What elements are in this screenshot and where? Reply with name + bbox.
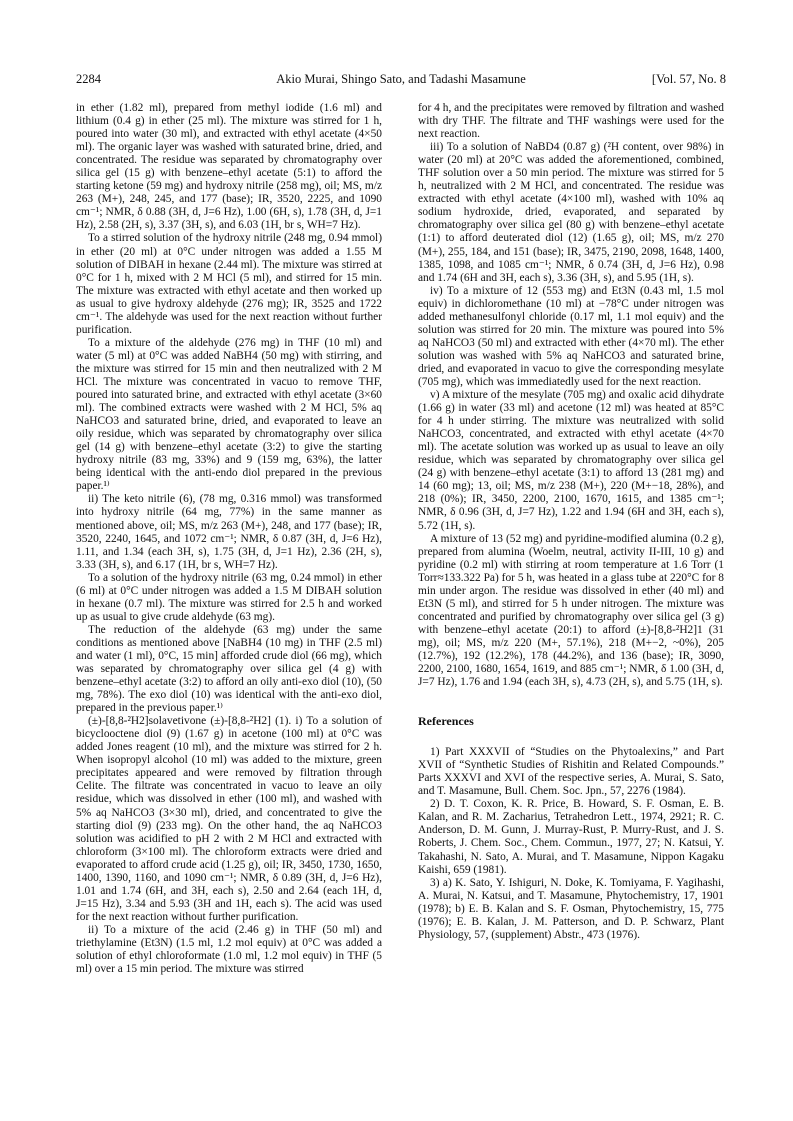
left-column (76, 102, 382, 976)
running-authors: Akio Murai, Shingo Sato, and Tadashi Masamune (276, 72, 526, 86)
paragraph: in ether (1.82 ml), prepared from methyl iodide (1.6 ml) and lithium (0.4 g) in ether (25 ml). The mixture was stirred for 1 h, poured into water (30 ml), and extracted with ethyl acetate (4×50 ml). The organic layer was washed with saturated brine, dried, and concentrated. The residue was separated by chromatography over silica gel (15 g) with benzene–ethyl acetate (5:1) to afford the starting ketone (59 mg) and hydroxy nitrile (258 mg), oil; MS, m/z 263 (M+), 248, 245, and 177 (base); IR, 3520, 2225, and 1090 cm⁻¹; NMR, δ 0.88 (3H, d, J=6 Hz), 1.00 (6H, s), 1.78 (3H, d, J=1 Hz), 2.58 (2H, s), 3.37 (3H, s), and 6.03 (1H, br s, WH=7 Hz). (76, 102, 382, 232)
paragraph: iv) To a mixture of 12 (553 mg) and Et3N (0.43 ml, 1.5 mol equiv) in dichloromethane (10 ml) at −78°C under nitrogen was added methanesulfonyl chloride (0.17 ml, 1.1 mol equiv) and the solution was stirred for 20 min. The mixture was poured into 5% aq NaHCO3 (50 ml) and extracted with ether (4×70 ml). The ether solution was washed with 5% aq NaHCO3 and saturated brine, dried, and evaporated in vacuo to give the corresponding mesylate (705 mg), which was immediatedly used for the next reaction. (418, 284, 724, 388)
reference-item: 2) D. T. Coxon, K. R. Price, B. Howard, S. F. Osman, E. B. Kalan, and R. M. Zacharius, Tetrahedron Lett., 1974, 2921; R. C. Anderson, D. M. Gunn, J. Murray-Rust, P. Murry-Rust, and J. S. Roberts, J. Chem. Soc., Chem. Commun., 1977, 27; N. Katsui, Y. Takahashi, N. Sato, A. Murai, and T. Masamune, Nippon Kagaku Kaishi, 659 (1981). (418, 798, 724, 876)
paragraph: To a solution of the hydroxy nitrile (63 mg, 0.24 mmol) in ether (6 ml) at 0°C under nitrogen was added a 1.5 M DIBAH solution in hexane (0.7 ml). The mixture was stirred for 2.5 h and worked up as usual to give crude aldehyde (63 mg). (76, 571, 382, 623)
paragraph: The reduction of the aldehyde (63 mg) under the same conditions as mentioned above [NaBH4 (10 mg) in THF (2.5 ml) and water (1 ml), 0°C, 15 min] afforded crude diol (66 mg), which was separated by chromatography over silica gel (4 g) with benzene–ethyl acetate (3:2) to afford an oily anti-exo diol (10), (50 mg, 78%). The exo diol (10) was identical with the anti-exo diol, prepared in the previous paper.¹⁾ (76, 623, 382, 715)
paragraph: ii) To a mixture of the acid (2.46 g) in THF (50 ml) and triethylamine (Et3N) (1.5 ml, 1.2 mol equiv) at 0°C was added a solution of ethyl chloroformate (1.0 ml, 1.2 mol equiv) in THF (5 ml) over a 15 min period. The mixture was stirred (76, 923, 382, 976)
paragraph: To a stirred solution of the hydroxy nitrile (248 mg, 0.94 mmol) in ether (20 ml) at 0°C under nitrogen was added a 1.55 M solution of DIBAH in hexane (2.44 ml). The mixture was stirred at 0°C for 1 h, mixed with 2 M HCl (5 ml), and stirred for 15 min. The mixture was extracted with ethyl acetate and then worked up as usual to give hydroxy aldehyde (276 mg); IR, 3525 and 1722 cm⁻¹. The aldehyde was used for the next reaction without further purification. (76, 232, 382, 336)
paragraph: for 4 h, and the precipitates were removed by filtration and washed with dry THF. The filtrate and THF washings were used for the next reaction. (418, 102, 724, 141)
reference-item: 3) a) K. Sato, Y. Ishiguri, N. Doke, K. Tomiyama, F. Yagihashi, A. Murai, N. Katsui, and T. Masamune, Phytochemistry, 17, 1901 (1978); b) E. B. Kalan and S. F. Osman, Phytochemistry, 15, 775 (1976); E. B. Kalan, J. M. Patterson, and D. P. Schwarz, Plant Physiology, 57, (supplement) Abstr., 473 (1976). (418, 876, 724, 941)
references-heading: References (418, 714, 474, 729)
paragraph: (±)-[8,8-²H2]solavetivone (±)-[8,8-²H2] (1). i) To a solution of bicyclooctene diol (9) (1.67 g) in acetone (100 ml) at 0°C was added Jones reagent (10 ml), and the mixture was stirred for 2 h. When isopropyl alcohol (10 ml) was added to the mixture, green precipitates appeared and were removed by filtration through Celite. The filtrate was concentrated in vacuo to leave an oily residue, which was dissolved in ether (100 ml), and washed with 5% aq NaHCO3 (3×30 ml), dried, and concentrated to give the starting diol (9) (233 mg). On the other hand, the aq NaHCO3 solution was acidified to pH 2 with 2 M HCl and extracted with chloroform (3×100 ml). The chloroform extracts were dried and evaporated to afford crude acid (1.25 g), oil; IR, 3450, 1730, 1650, 1400, 1390, 1160, and 1090 cm⁻¹; NMR, δ 0.89 (3H, d, J=6 Hz), 1.01 and 1.74 (6H, and 3H, each s), 2.50 and 2.64 (each 1H, d, J=15 Hz), 3.34 and 5.93 (3H and 1H, each s). The acid was used for the next reaction without further purification. (76, 715, 382, 923)
paragraph: ii) The keto nitrile (6), (78 mg, 0.316 mmol) was transformed into hydroxy nitrile (64 mg, 77%) in the same manner as mentioned above, oil; MS, m/z 263 (M+), 248, and 177 (base); IR, 3520, 2240, 1645, and 1072 cm⁻¹; NMR, δ 0.87 (3H, d, J=6 Hz), 1.11, and 1.34 (each 3H, s), 1.75 (3H, d, J=1 Hz), 2.36 (2H, s), 3.33 (3H, s), and 6.17 (1H, br s, WH=7 Hz). (76, 493, 382, 571)
running-header (76, 72, 726, 88)
page-number: 2284 (76, 72, 101, 86)
paragraph: To a mixture of the aldehyde (276 mg) in THF (10 ml) and water (5 ml) at 0°C was added NaBH4 (50 mg) with stirring, and the mixture was stirred for 15 min and then neutralized with 2 M HCl. The mixture was concentrated in vacuo to remove THF, poured into saturated brine, and extracted with ethyl acetate (3×60 ml). The combined extracts were washed with 2 M HCl, 5% aq NaHCO3 and saturated brine, dried, and evaporated to leave an oily residue, which was separated by chromatography over silica gel (14 g) with benzene–ethyl acetate (3:2) to give the starting hydroxy nitrile (83 mg, 33%) and 9 (159 mg, 63%), the latter being identical with the anti-endo diol prepared in the previous paper.¹⁾ (76, 336, 382, 493)
paragraph: v) A mixture of the mesylate (705 mg) and oxalic acid dihydrate (1.66 g) in water (33 ml) and acetone (12 ml) was heated at 85°C for 4 h under stirring. The mixture was neutralized with solid NaHCO3, concentrated, and extracted with ethyl acetate (4×70 ml). The acetate solution was worked up as usual to leave an oily residue, which was separated by chromatography over silica gel (24 g) with benzene–ethyl acetate (3:1) to afford 13 (281 mg) and 14 (60 mg); 13, oil; MS, m/z 238 (M+), 220 (M+−18, 28%), and 218 (0%); IR, 3450, 2200, 2100, 1670, 1615, and 1385 cm⁻¹; NMR, δ 0.96 (3H, d, J=7 Hz), 1.22 and 1.94 (6H and 3H, each s), 5.72 (1H, s). (418, 389, 724, 532)
reference-item: 1) Part XXXVII of “Studies on the Phytoalexins,” and Part XVII of “Synthetic Studies of Rishitin and Related Compounds.” Parts XXXVI and XVI of the respective series, A. Murai, S. Sato, and T. Masamune, Bull. Chem. Soc. Jpn., 57, 2276 (1984). (418, 746, 724, 798)
paragraph: iii) To a solution of NaBD4 (0.87 g) (²H content, over 98%) in water (20 ml) at 20°C was added the aforementioned, combined, THF solution over a 50 min period. The mixture was stirred for 5 h, neutralized with 2 M HCl, and concentrated. The residue was extracted with ethyl acetate (4×100 ml), washed with 10% aq sodium hydroxide, dried, evaporated, and separated by chromatography over silica gel (80 g) with benzene–ethyl acetate (1:1) to afford deuterated diol (12) (1.65 g), oil; MS, m/z 270 (M+), 255, 184, and 151 (base); IR, 3475, 2190, 2098, 1648, 1400, 1385, 1098, and 1085 cm⁻¹; NMR, δ 0.74 (3H, d, J=6 Hz), 0.98 and 1.74 (6H and 3H, each s), 3.36 (3H, s), and 5.95 (1H, s). (418, 141, 724, 284)
paragraph: A mixture of 13 (52 mg) and pyridine-modified alumina (0.2 g), prepared from alumina (Woelm, neutral, activity II-III, 10 g) and pyridine (0.2 ml) with stirring at room temperature at 1.6 Torr (1 Torr≈133.322 Pa) for 5 h, was heated in a glass tube at 220°C for 8 min under argon. The residue was dissolved in ether (40 ml) and Et3N (5 ml), and stirred for 5 h under nitrogen. The mixture was concentrated and purified by chromatography over silica gel (3 g) with benzene–ethyl acetate (20:1) to afford (±)-[8,8-²H2]1 (31 mg), oil; MS, m/z 220 (M+, 57.1%), 218 (M+−2, ~0%), 205 (12.7%), 192 (12.2%), 178 (44.2%), and 136 (base); IR, 3090, 2200, 2100, 1680, 1654, 1619, and 885 cm⁻¹; NMR, δ 1.00 (3H, d, J=7 Hz), 1.76 and 1.94 (each 3H, s), 4.73 (2H, s), and 5.75 (1H, s). (418, 532, 724, 689)
journal-volume: [Vol. 57, No. 8 (651, 72, 726, 86)
right-column (418, 102, 724, 942)
